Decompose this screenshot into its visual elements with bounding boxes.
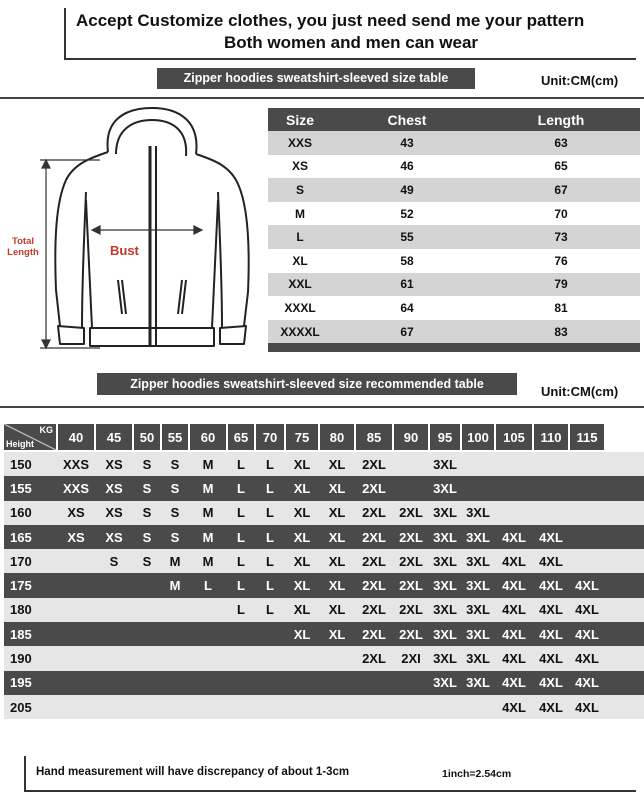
height-cell: 180 (10, 602, 32, 618)
size-recommend-cell: L (266, 529, 274, 545)
size-recommend-cell: 2XL (362, 553, 386, 569)
chest-cell: 52 (400, 206, 414, 221)
height-cell: 185 (10, 626, 32, 642)
size-recommend-cell: XL (293, 626, 311, 642)
size-recommend-cell: 3XL (433, 602, 457, 618)
recommend-row (4, 573, 644, 597)
size-recommend-cell: 2XL (362, 480, 386, 496)
size-recommend-cell: 3XL (433, 480, 457, 496)
size-recommend-cell: 4XL (502, 602, 526, 618)
chest-cell: 46 (400, 159, 414, 174)
size-recommend-cell: S (170, 505, 180, 521)
size-recommend-cell: XL (328, 505, 346, 521)
size-recommend-cell: L (266, 480, 274, 496)
size-table-row (268, 249, 640, 273)
size-recommend-cell: 3XL (466, 529, 490, 545)
size-recommend-cell: 2XL (362, 456, 386, 472)
size-recommend-cell: XS (105, 456, 123, 472)
chest-cell: 55 (400, 230, 414, 245)
bust-label: Bust (110, 243, 139, 258)
header-line-1: Accept Customize clothes, you just need send me your pattern (76, 11, 585, 30)
chest-cell: 61 (400, 277, 414, 292)
size-recommend-cell: XL (293, 505, 311, 521)
recommend-table-unit: Unit:CM(cm) (541, 384, 619, 399)
recommend-table-banner: Zipper hoodies sweatshirt-sleeved size recommended table (97, 373, 517, 395)
size-recommend-cell: 4XL (502, 675, 526, 691)
size-recommend-cell: 2XL (362, 529, 386, 545)
size-table-footer-band (268, 343, 640, 352)
size-table-row (268, 178, 640, 202)
weight-header-cell: 100 (462, 424, 494, 450)
weight-header-cell: 105 (496, 424, 532, 450)
size-recommend-cell: S (142, 456, 152, 472)
size-recommend-cell: S (142, 553, 152, 569)
header-line-2: Both women and men can wear (223, 33, 479, 52)
weight-header-cell: 80 (320, 424, 354, 450)
kg-height-corner (4, 424, 56, 450)
size-recommend-cell: 3XL (433, 553, 457, 569)
height-cell: 160 (10, 505, 32, 521)
size-recommend-cell: 4XL (502, 651, 526, 667)
size-recommend-cell: S (109, 553, 119, 569)
height-cell: 175 (10, 578, 32, 594)
total-length-label-line1: Total (12, 236, 34, 247)
size-table-row (268, 320, 640, 344)
size-recommend-cell: 4XL (502, 578, 526, 594)
length-cell: 81 (554, 300, 568, 315)
size-recommend-cell: L (237, 602, 245, 618)
size-recommend-cell: 3XL (466, 553, 490, 569)
size-recommend-cell: 3XL (466, 578, 490, 594)
footer-box (24, 756, 636, 792)
size-recommend-cell: 3XL (433, 626, 457, 642)
size-recommend-cell: 3XL (433, 651, 457, 667)
recommend-row (4, 671, 644, 695)
size-recommend-cell: 3XL (466, 651, 490, 667)
size-table-banner: Zipper hoodies sweatshirt-sleeved size table (157, 68, 475, 89)
size-table-header (268, 108, 640, 131)
size-recommend-cell: 4XL (539, 529, 563, 545)
size-recommend-cell: S (142, 529, 152, 545)
size-recommend-cell: 2XL (362, 651, 386, 667)
size-recommend-cell: S (142, 480, 152, 496)
weight-header-cell: 50 (134, 424, 160, 450)
size-recommend-cell: 4XL (575, 626, 599, 642)
total-length-label (4, 236, 42, 258)
length-cell: 63 (554, 135, 568, 150)
size-recommend-cell: 2XL (362, 578, 386, 594)
size-recommend-cell: 3XL (433, 675, 457, 691)
height-cell: 190 (10, 651, 32, 667)
size-cell: M (295, 206, 305, 221)
size-table-unit: Unit:CM(cm) (541, 73, 619, 88)
size-recommend-cell: 2XL (362, 602, 386, 618)
size-cell: XS (291, 159, 308, 174)
corner-height-label: Height (6, 439, 34, 449)
recommend-table (4, 422, 644, 719)
weight-header-cell: 95 (430, 424, 460, 450)
size-recommend-cell: XL (328, 480, 346, 496)
weight-header-cell: 45 (96, 424, 132, 450)
height-cell: 165 (10, 529, 32, 545)
size-recommend-cell: XL (293, 578, 311, 594)
size-recommend-cell: 3XL (466, 505, 490, 521)
size-recommend-cell: L (204, 578, 212, 594)
size-cell: S (295, 182, 304, 197)
length-cell: 76 (554, 253, 568, 268)
recommend-row (4, 501, 644, 525)
size-recommend-cell: M (202, 480, 214, 496)
size-recommend-cell: 4XL (539, 675, 563, 691)
size-recommend-cell: 3XL (466, 675, 490, 691)
size-recommend-cell: S (170, 456, 180, 472)
height-cell: 155 (10, 480, 32, 496)
weight-header-cell: 75 (286, 424, 318, 450)
divider-middle (0, 406, 644, 408)
size-recommend-cell: L (237, 505, 245, 521)
size-table-row (268, 225, 640, 249)
size-recommend-cell: S (170, 529, 180, 545)
recommend-row (4, 549, 644, 573)
recommend-row (4, 598, 644, 622)
weight-header-cell: 110 (534, 424, 568, 450)
size-recommend-cell: 4XL (539, 626, 563, 642)
size-recommend-cell: L (266, 505, 274, 521)
size-recommend-cell: 4XL (502, 626, 526, 642)
size-recommend-cell: 4XL (539, 602, 563, 618)
recommend-row (4, 646, 644, 670)
size-cell: XXS (287, 135, 312, 150)
size-recommend-cell: M (202, 456, 214, 472)
weight-header-cell: 55 (162, 424, 188, 450)
size-recommend-cell: 4XL (502, 529, 526, 545)
height-cell: 170 (10, 553, 32, 569)
recommend-row (4, 622, 644, 646)
size-recommend-cell: 2XL (362, 505, 386, 521)
recommend-row (4, 695, 644, 719)
size-recommend-cell: L (237, 480, 245, 496)
size-cell: XXXL (284, 300, 316, 315)
size-recommend-cell: 4XL (539, 578, 563, 594)
size-recommend-cell: 4XL (539, 651, 563, 667)
size-recommend-cell: 4XL (575, 651, 599, 667)
length-cell: 79 (554, 277, 568, 292)
size-recommend-cell: L (266, 602, 274, 618)
size-recommend-cell: 4XL (539, 699, 563, 715)
recommend-row (4, 452, 644, 476)
size-recommend-cell: L (266, 578, 274, 594)
size-recommend-cell: XS (67, 529, 85, 545)
size-recommend-cell: XXS (62, 456, 89, 472)
length-cell: 73 (554, 230, 568, 245)
height-cell: 150 (10, 456, 32, 472)
size-recommend-cell: M (202, 529, 214, 545)
length-cell: 70 (554, 206, 568, 221)
size-recommend-cell: XS (105, 529, 123, 545)
weight-header-cell: 115 (570, 424, 604, 450)
height-cell: 205 (10, 699, 32, 715)
size-recommend-cell: 4XL (502, 553, 526, 569)
size-table (268, 108, 640, 352)
size-recommend-cell: 2XL (399, 626, 423, 642)
size-recommend-cell: 3XL (466, 602, 490, 618)
size-recommend-cell: L (266, 553, 274, 569)
height-cell: 195 (10, 675, 32, 691)
size-recommend-cell: XL (328, 602, 346, 618)
size-recommend-cell: 3XL (466, 626, 490, 642)
size-recommend-cell: L (237, 529, 245, 545)
size-recommend-cell: XL (328, 553, 346, 569)
size-recommend-cell: L (237, 578, 245, 594)
chest-cell: 67 (400, 324, 414, 339)
size-cell: XXL (288, 277, 312, 292)
size-recommend-cell: 4XL (575, 578, 599, 594)
size-cell: XL (292, 253, 308, 268)
size-recommend-cell: XL (328, 578, 346, 594)
hoodie-diagram (0, 100, 262, 356)
size-recommend-cell: 2XL (362, 626, 386, 642)
size-recommend-cell: 4XL (575, 699, 599, 715)
size-recommend-cell: 2XI (401, 651, 421, 667)
total-length-label-line2: Length (7, 247, 39, 258)
size-recommend-cell: 2XL (399, 578, 423, 594)
recommend-row (4, 476, 644, 500)
chest-cell: 58 (400, 253, 414, 268)
size-recommend-cell: 2XL (399, 553, 423, 569)
recommend-row (4, 525, 644, 549)
size-recommend-cell: M (169, 553, 181, 569)
weight-header-cell: 85 (356, 424, 392, 450)
size-table-row (268, 155, 640, 179)
size-recommend-cell: M (169, 578, 181, 594)
inch-conversion: 1inch=2.54cm (442, 768, 512, 780)
col-size-header: Size (285, 111, 314, 128)
chest-cell: 49 (400, 182, 414, 197)
size-recommend-cell: XS (67, 505, 85, 521)
weight-header-cell: 65 (228, 424, 254, 450)
size-recommend-cell: XL (293, 480, 311, 496)
size-recommend-cell: XL (293, 553, 311, 569)
size-recommend-cell: 4XL (575, 602, 599, 618)
length-cell: 67 (554, 182, 568, 197)
size-cell: L (296, 230, 304, 245)
size-recommend-cell: XL (293, 529, 311, 545)
size-recommend-cell: 2XL (399, 602, 423, 618)
size-recommend-cell: XXS (62, 480, 89, 496)
size-recommend-cell: XL (328, 456, 346, 472)
size-recommend-cell: XL (328, 529, 346, 545)
weight-header-cell: 40 (58, 424, 94, 450)
size-recommend-cell: XL (293, 602, 311, 618)
recommend-table-header (4, 422, 644, 452)
length-cell: 65 (554, 159, 568, 174)
col-chest-header: Chest (387, 111, 427, 128)
size-recommend-cell: XS (105, 480, 123, 496)
size-recommend-cell: XS (105, 505, 123, 521)
size-recommend-cell: XL (293, 456, 311, 472)
weight-header-cell: 90 (394, 424, 428, 450)
size-table-row (268, 131, 640, 155)
divider-top (0, 97, 644, 99)
size-recommend-cell: 3XL (433, 505, 457, 521)
length-cell: 83 (554, 324, 568, 339)
size-recommend-cell: S (170, 480, 180, 496)
col-length-header: Length (537, 111, 585, 128)
size-recommend-cell: 4XL (575, 675, 599, 691)
header-box (64, 8, 636, 60)
size-recommend-cell: 3XL (433, 529, 457, 545)
size-recommend-cell: M (202, 553, 214, 569)
size-recommend-cell: L (266, 456, 274, 472)
size-table-row (268, 202, 640, 226)
weight-header-cell: 60 (190, 424, 226, 450)
corner-kg-label: KG (39, 425, 53, 435)
size-recommend-cell: 4XL (502, 699, 526, 715)
size-recommend-cell: 3XL (433, 578, 457, 594)
size-table-row (268, 296, 640, 320)
size-recommend-cell: M (202, 505, 214, 521)
chest-cell: 43 (400, 135, 414, 150)
size-recommend-cell: 2XL (399, 529, 423, 545)
size-table-row (268, 273, 640, 297)
size-recommend-cell: L (237, 553, 245, 569)
size-recommend-cell: L (237, 456, 245, 472)
chest-cell: 64 (400, 300, 414, 315)
measurement-note: Hand measurement will have discrepancy of about 1-3cm (36, 766, 350, 778)
size-recommend-cell: 3XL (433, 456, 457, 472)
size-cell: XXXXL (280, 324, 320, 339)
size-recommend-cell: 4XL (539, 553, 563, 569)
size-recommend-cell: 2XL (399, 505, 423, 521)
weight-header-cell: 70 (256, 424, 284, 450)
size-recommend-cell: S (142, 505, 152, 521)
size-recommend-cell: XL (328, 626, 346, 642)
